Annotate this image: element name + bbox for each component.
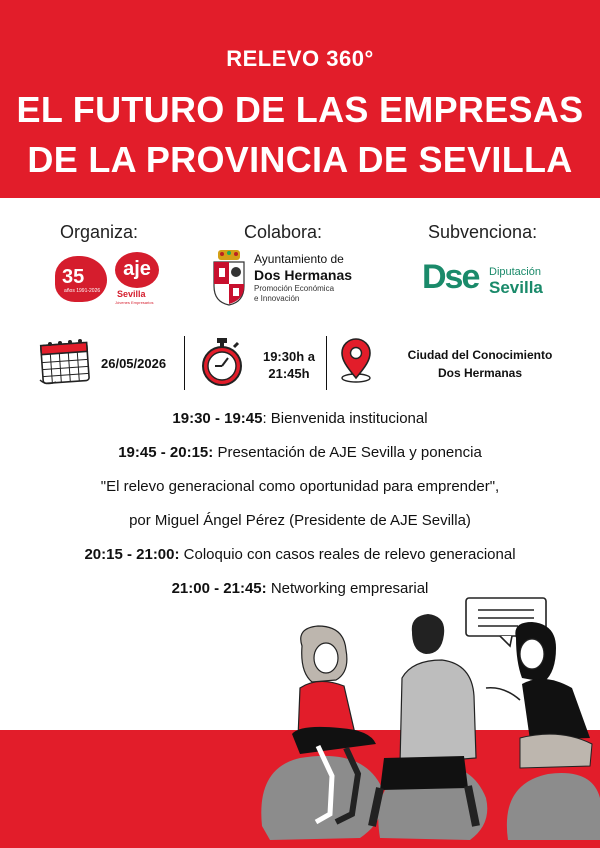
ayuntamiento-line-3: Promoción Económica bbox=[254, 284, 335, 293]
program-text: : Bienvenida institucional bbox=[262, 410, 428, 427]
program-text: por Miguel Ángel Pérez (Presidente de AJE Sevilla) bbox=[129, 512, 471, 529]
program-item bbox=[0, 543, 600, 577]
aje-35-years: años 1991-2026 bbox=[64, 288, 101, 294]
people-conversation-illustration bbox=[0, 588, 600, 848]
aje-brand-mark: aje bbox=[115, 252, 159, 288]
stopwatch-icon bbox=[200, 336, 244, 388]
event-place-line-2: Dos Hermanas bbox=[437, 366, 523, 380]
event-title-line-2: DE LA PROVINCIA DE SEVILLA bbox=[27, 139, 573, 180]
event-place-line-1: Ciudad del Conocimiento bbox=[407, 348, 553, 362]
aje-35-anniversary-badge bbox=[55, 252, 110, 304]
location-pin-icon bbox=[338, 338, 374, 384]
program-item bbox=[0, 441, 600, 475]
coat-of-arms-icon bbox=[210, 250, 248, 306]
program-text: "El relevo generacional como oportunidad para emprender", bbox=[100, 478, 500, 495]
program-item bbox=[0, 509, 600, 543]
program-time: 20:15 - 21:00: bbox=[84, 546, 180, 563]
program-item bbox=[0, 407, 600, 441]
aje-sevilla-logo bbox=[55, 252, 165, 308]
ayuntamiento-line-1: Ayuntamiento de bbox=[254, 252, 344, 266]
ayuntamiento-line-4: e Innovación bbox=[254, 294, 300, 303]
event-time-line-2: 21:45h bbox=[268, 366, 310, 381]
colabora-label: Colabora: bbox=[244, 222, 323, 242]
diputacion-sevilla-logo bbox=[422, 254, 562, 304]
event-time-line-1: 19:30h a bbox=[262, 349, 316, 364]
ayuntamiento-dos-hermanas-logo bbox=[208, 250, 368, 310]
event-eyebrow: RELEVO 360° bbox=[226, 46, 374, 71]
woman-black-top-figure bbox=[486, 622, 592, 768]
program-time: 19:30 - 19:45 bbox=[172, 410, 263, 427]
event-program bbox=[0, 407, 600, 611]
program-item bbox=[0, 475, 600, 509]
event-title-line-1: EL FUTURO DE LAS EMPRESAS bbox=[16, 89, 584, 130]
aje-tagline: Jóvenes Empresarios bbox=[115, 300, 154, 305]
program-time: 19:45 - 20:15: bbox=[118, 444, 214, 461]
info-divider bbox=[184, 336, 185, 390]
aje-35-number: 35 bbox=[62, 266, 85, 288]
organiza-label: Organiza: bbox=[60, 222, 139, 242]
header-banner bbox=[0, 0, 600, 198]
aje-city: Sevilla bbox=[117, 289, 146, 299]
sevilla-label: Sevilla bbox=[489, 278, 543, 297]
subvenciona-label: Subvenciona: bbox=[428, 222, 538, 242]
diputacion-label: Diputación bbox=[489, 266, 541, 278]
program-text: Networking empresarial bbox=[266, 580, 429, 597]
program-time: 21:00 - 21:45: bbox=[171, 580, 267, 597]
event-time bbox=[254, 348, 324, 382]
dse-mark: Dse bbox=[422, 258, 479, 296]
event-date: 26/05/2026 bbox=[101, 356, 167, 371]
program-text: Presentación de AJE Sevilla y ponencia bbox=[213, 444, 482, 461]
event-info-row bbox=[0, 330, 600, 394]
event-place bbox=[390, 346, 570, 382]
ayuntamiento-line-2: Dos Hermanas bbox=[254, 267, 353, 283]
program-text: Coloquio con casos reales de relevo generacional bbox=[179, 546, 516, 563]
info-divider bbox=[326, 336, 327, 390]
calendar-icon bbox=[36, 336, 92, 388]
